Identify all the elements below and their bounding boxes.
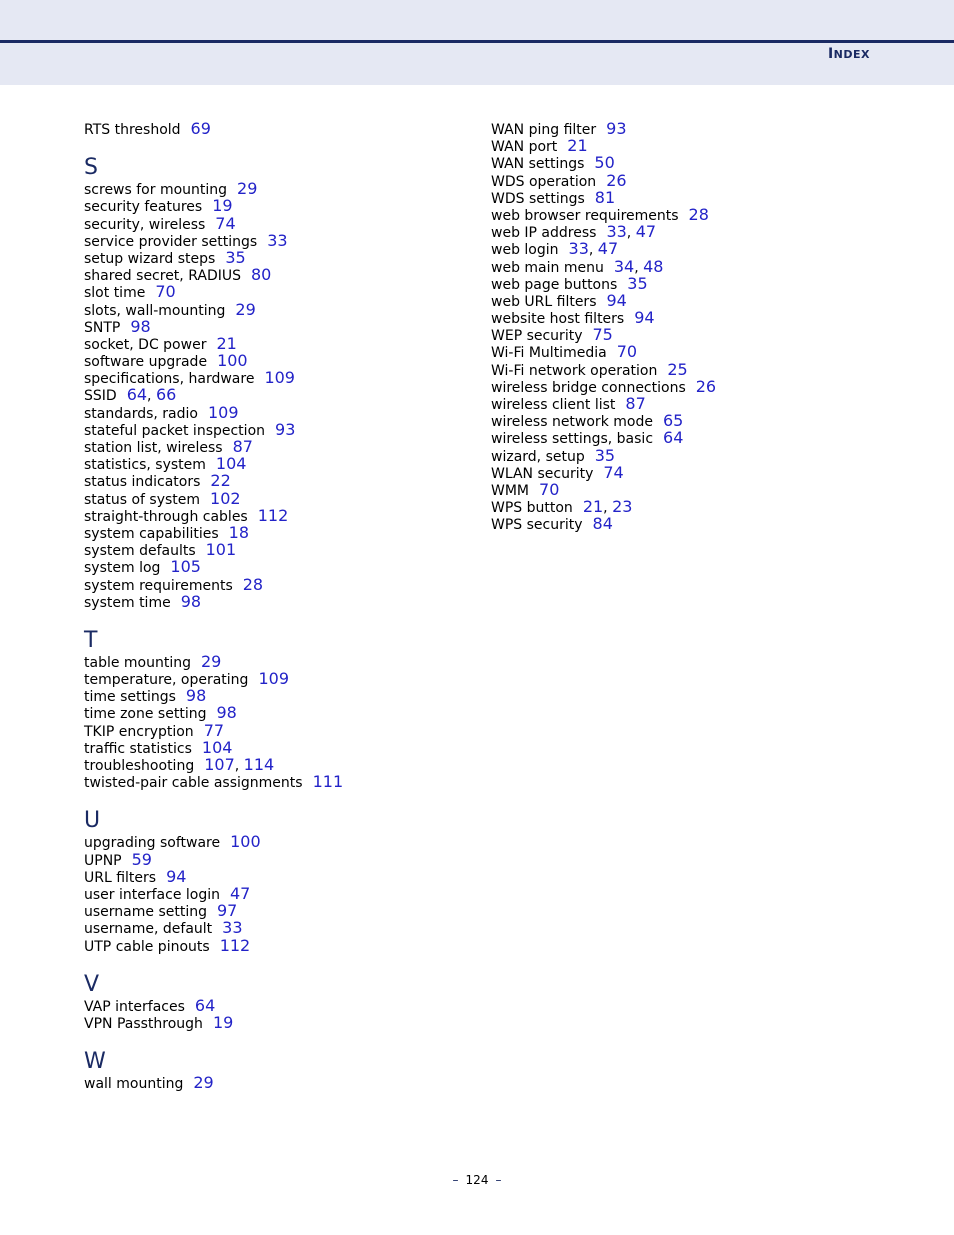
index-term: setup wizard steps: [84, 250, 216, 267]
index-entry: [84, 653, 484, 670]
index-page-refs: [126, 385, 177, 405]
index-entry: [84, 266, 484, 283]
page-link[interactable]: 59: [131, 849, 152, 869]
page-footer: – 124 –: [452, 1173, 502, 1187]
index-term: time settings: [84, 689, 176, 706]
index-entry: [84, 472, 484, 489]
page-link[interactable]: 112: [257, 505, 289, 525]
index-entry: [84, 919, 484, 936]
index-term: station list, wireless: [84, 440, 223, 456]
index-entry: [84, 438, 484, 455]
header-rule: [0, 40, 954, 43]
index-term: system defaults: [84, 543, 196, 560]
index-entry: [84, 541, 484, 558]
index-page-refs: [264, 368, 295, 388]
page-link[interactable]: 19: [212, 1012, 234, 1032]
index-entry: [491, 343, 891, 360]
page-link[interactable]: 21: [567, 136, 588, 156]
index-entry: [84, 421, 484, 438]
index-term: screws for mounting: [84, 182, 228, 199]
index-term: wireless network mode: [491, 414, 653, 431]
index-term: WDS operation: [491, 173, 597, 190]
page-link[interactable]: 100: [217, 351, 248, 371]
index-entry: [491, 189, 891, 206]
index-letter-heading: V: [84, 971, 100, 997]
page-link[interactable]: 69: [190, 119, 211, 138]
page-link[interactable]: 66: [155, 385, 177, 405]
page-link[interactable]: 98: [180, 591, 202, 611]
page-link[interactable]: 98: [185, 686, 207, 706]
index-page-refs: [219, 935, 251, 955]
index-entry: [491, 223, 891, 240]
page-link[interactable]: 64: [663, 428, 684, 448]
index-term: WPS button: [491, 500, 573, 517]
index-term: slot time: [84, 285, 146, 302]
index-page-refs: [567, 136, 588, 156]
index-letter-heading: U: [84, 808, 101, 834]
index-entry: [491, 378, 891, 395]
index-term: traffic statistics: [84, 740, 192, 757]
index-entry: [84, 180, 484, 197]
index-page-refs: [207, 402, 239, 422]
index-term: system log: [84, 560, 161, 577]
index-term: user interface login: [84, 886, 220, 903]
index-entry: [84, 232, 484, 249]
page-link[interactable]: 98: [216, 703, 237, 723]
index-page-refs: [230, 832, 261, 852]
page-link[interactable]: 109: [258, 669, 289, 689]
index-page-refs: [539, 479, 560, 499]
page-link[interactable]: 29: [237, 179, 258, 199]
page-link[interactable]: 29: [193, 1073, 214, 1093]
page-link[interactable]: 65: [662, 411, 684, 431]
index-term: specifications, hardware: [84, 371, 255, 388]
index-term: web browser requirements: [491, 207, 679, 224]
index-page-refs: [250, 265, 272, 285]
index-page-refs: [312, 772, 344, 792]
page-link[interactable]: 81: [594, 187, 616, 207]
index-entry: [491, 258, 891, 275]
index-entry: [491, 498, 891, 515]
index-page-refs: [225, 247, 246, 267]
index-page-refs: [606, 290, 627, 310]
page-link[interactable]: 47: [229, 883, 251, 903]
page-link[interactable]: 75: [592, 325, 613, 345]
index-entry: [84, 902, 484, 919]
index-term: VAP interfaces: [84, 998, 185, 1015]
index-page-refs: [603, 462, 624, 482]
index-letter-heading: T: [84, 627, 98, 653]
index-page-refs: [237, 179, 258, 199]
index-term: Wi-Fi network operation: [491, 362, 658, 379]
index-term: security features: [84, 199, 203, 216]
index-term: web login: [491, 242, 559, 259]
index-page-refs: [190, 119, 211, 138]
page-link[interactable]: 26: [606, 170, 627, 190]
index-term: WDS settings: [491, 190, 585, 207]
index-entry: [84, 318, 484, 335]
index-page-refs: [185, 686, 207, 706]
index-entry: [84, 670, 484, 687]
index-page-refs: [212, 1012, 234, 1032]
index-entry: [491, 120, 891, 137]
index-page-refs: [625, 394, 646, 413]
page-link[interactable]: 74: [603, 462, 624, 482]
page-link[interactable]: 70: [616, 342, 638, 362]
page-link[interactable]: 100: [230, 832, 261, 852]
page-link[interactable]: 105: [170, 557, 201, 577]
page-link[interactable]: 77: [203, 720, 225, 740]
index-term: WAN port: [491, 139, 558, 156]
index-entry: [491, 361, 891, 378]
index-term: system requirements: [84, 577, 233, 594]
index-entry: [491, 172, 891, 189]
index-page-refs: [594, 187, 616, 207]
page-link[interactable]: 94: [166, 866, 187, 886]
index-term: twisted-pair cable assignments: [84, 775, 303, 792]
page-link[interactable]: 93: [275, 419, 296, 439]
index-term: Wi-Fi Multimedia: [491, 345, 607, 362]
index-term: URL filters: [84, 869, 157, 886]
index-entry: [491, 206, 891, 223]
page-link[interactable]: 80: [250, 265, 272, 285]
index-term: shared secret, RADIUS: [84, 268, 241, 285]
page-link[interactable]: 23: [612, 497, 633, 517]
index-term: wizard, setup: [491, 448, 585, 465]
page-link[interactable]: 114: [243, 755, 275, 774]
index-entry: [84, 283, 484, 300]
index-letter-heading: S: [84, 155, 98, 181]
page-link[interactable]: 111: [312, 772, 344, 792]
index-entry: [491, 154, 891, 171]
index-term: socket, DC power: [84, 336, 207, 353]
page-link[interactable]: 94: [634, 308, 655, 328]
page-link[interactable]: 34: [613, 256, 635, 276]
index-page-refs: [257, 505, 289, 525]
index-page-refs: [606, 119, 627, 138]
index-term: VPN Passthrough: [84, 1015, 203, 1032]
page-link[interactable]: 19: [212, 196, 233, 216]
index-term: WAN settings: [491, 156, 585, 173]
page-link[interactable]: 47: [635, 222, 657, 242]
index-column-left: [84, 120, 484, 1091]
index-page-refs: [205, 540, 237, 560]
index-page-refs: [215, 213, 236, 233]
index-term: web URL filters: [491, 293, 597, 310]
index-page-refs: [663, 428, 684, 448]
index-column-right: [491, 120, 891, 533]
index-term: upgrading software: [84, 835, 221, 852]
index-page-refs: [210, 488, 241, 508]
index-page-refs: [170, 557, 201, 577]
index-entry: [84, 739, 484, 756]
index-page-refs: [616, 342, 638, 362]
page-link[interactable]: 101: [205, 540, 237, 560]
index-term: straight-through cables: [84, 508, 248, 525]
index-entry: [491, 309, 891, 326]
index-entry: [84, 507, 484, 524]
index-entry: [84, 404, 484, 421]
index-entry: [84, 1014, 484, 1031]
page-link[interactable]: 35: [225, 247, 246, 267]
index-term: status indicators: [84, 474, 201, 491]
page-link[interactable]: 25: [667, 359, 688, 379]
index-page-refs: [193, 1073, 214, 1093]
index-entry: [84, 997, 484, 1014]
page-number: 124: [465, 1173, 489, 1187]
index-entry: [84, 301, 484, 318]
page-link[interactable]: 21: [216, 333, 237, 353]
index-page-refs: [217, 351, 248, 371]
index-entry: [84, 851, 484, 868]
index-term: wireless bridge connections: [491, 379, 686, 396]
index-page-refs: [180, 591, 202, 611]
page-link[interactable]: 22: [210, 471, 231, 491]
index-term: web IP address: [491, 225, 597, 242]
index-term: web page buttons: [491, 276, 618, 293]
index-entry: [84, 352, 484, 369]
index-term: TKIP encryption: [84, 723, 194, 740]
index-entry: [84, 687, 484, 704]
index-page-refs: [242, 574, 264, 594]
page-link[interactable]: 87: [232, 437, 253, 456]
index-entry: [84, 249, 484, 266]
index-page-refs: [130, 316, 151, 336]
index-term: statistics, system: [84, 457, 206, 474]
page-link[interactable]: 112: [219, 935, 251, 955]
index-page-refs: [592, 514, 613, 534]
page-link[interactable]: 29: [201, 651, 222, 671]
index-page-refs: [166, 866, 187, 886]
index-page-refs: [592, 325, 613, 345]
page-link[interactable]: 29: [235, 299, 256, 319]
index-term: WMM: [491, 482, 530, 499]
page-link[interactable]: 64: [126, 385, 148, 405]
index-entry: [84, 524, 484, 541]
index-page-refs: [667, 359, 688, 379]
index-term: wireless settings, basic: [491, 431, 654, 448]
index-entry: [491, 464, 891, 481]
index-term: time zone setting: [84, 706, 207, 723]
page-separator: ,: [626, 225, 636, 242]
index-page-refs: [258, 669, 289, 689]
index-term: status of system: [84, 491, 201, 508]
page-link[interactable]: 48: [643, 256, 664, 276]
index-term: username setting: [84, 904, 207, 921]
index-entry: [491, 240, 891, 257]
index-page-refs: [201, 651, 222, 671]
index-page-refs: [235, 299, 256, 319]
index-entry: [84, 722, 484, 739]
index-term: service provider settings: [84, 233, 258, 250]
index-entry: [491, 275, 891, 292]
index-entry: [84, 558, 484, 575]
page-link[interactable]: 33: [267, 230, 288, 250]
page-link[interactable]: 28: [688, 204, 709, 224]
index-entry: [84, 937, 484, 954]
index-term: wall mounting: [84, 1076, 184, 1093]
page-link[interactable]: 26: [695, 376, 717, 396]
index-term: security, wireless: [84, 216, 206, 233]
page-separator: ,: [147, 388, 156, 405]
index-entry: [84, 773, 484, 790]
index-entry: [491, 481, 891, 498]
index-page-refs: [204, 755, 275, 774]
page-link[interactable]: 107: [204, 755, 235, 774]
index-page-refs: [131, 849, 152, 869]
index-term: software upgrade: [84, 354, 208, 371]
index-term: UTP cable pinouts: [84, 938, 210, 955]
page-title: INDEX: [827, 46, 870, 62]
page-link[interactable]: 94: [606, 290, 627, 310]
index-term: system time: [84, 594, 171, 611]
index-entry: [491, 412, 891, 429]
page-link[interactable]: 109: [207, 402, 239, 422]
page-link[interactable]: 50: [594, 153, 615, 173]
index-entry: [84, 197, 484, 214]
index-page-refs: [695, 376, 717, 396]
page-separator: ,: [603, 500, 613, 517]
index-term: RTS threshold: [84, 122, 181, 138]
index-term: WAN ping filter: [491, 122, 597, 138]
index-entry: [84, 704, 484, 721]
index-letter-heading: W: [84, 1049, 106, 1075]
index-term: SSID: [84, 388, 117, 405]
index-page-refs: [568, 239, 619, 259]
index-term: WLAN security: [491, 465, 594, 482]
index-term: SNTP: [84, 319, 121, 336]
index-term: wireless client list: [491, 397, 616, 413]
index-entry: [491, 429, 891, 446]
page-link[interactable]: 35: [627, 273, 648, 293]
index-page-refs: [155, 282, 176, 302]
index-entry: [84, 120, 484, 137]
page-link[interactable]: 104: [215, 454, 247, 474]
page-link[interactable]: 33: [222, 918, 243, 938]
page-link[interactable]: 98: [130, 316, 151, 336]
index-page-refs: [688, 204, 709, 224]
page-separator: ,: [234, 758, 244, 774]
page-link[interactable]: 84: [592, 514, 613, 534]
page-link[interactable]: 33: [568, 239, 589, 259]
index-term: table mounting: [84, 654, 191, 671]
index-entry: [84, 868, 484, 885]
index-entry: [491, 292, 891, 309]
index-page-refs: [634, 308, 655, 328]
index-entry: [84, 455, 484, 472]
index-entry: [84, 593, 484, 610]
index-term: website host filters: [491, 311, 625, 328]
index-entry: [84, 1074, 484, 1091]
page-separator: ,: [634, 259, 644, 276]
index-entry: [491, 515, 891, 532]
page-link[interactable]: 109: [264, 368, 295, 388]
index-entry: [84, 386, 484, 403]
index-term: stateful packet inspection: [84, 422, 266, 439]
index-term: troubleshooting: [84, 758, 195, 774]
page-link[interactable]: 104: [201, 737, 233, 757]
page-link[interactable]: 93: [606, 119, 627, 138]
index-entry: [84, 490, 484, 507]
page-link[interactable]: 33: [606, 222, 627, 242]
page-link[interactable]: 97: [216, 901, 238, 921]
page-link[interactable]: 18: [228, 522, 250, 542]
index-entry: [84, 885, 484, 902]
index-page-refs: [267, 230, 288, 250]
page-separator: ,: [588, 242, 598, 259]
index-term: WEP security: [491, 328, 583, 345]
index-term: slots, wall-mounting: [84, 302, 226, 319]
index-term: standards, radio: [84, 405, 198, 422]
page-link[interactable]: 87: [625, 394, 646, 413]
index-entry: [84, 335, 484, 352]
index-entry: [491, 447, 891, 464]
index-term: WPS security: [491, 517, 583, 534]
page-link[interactable]: 28: [242, 574, 264, 594]
page-link[interactable]: 74: [215, 213, 236, 233]
index-term: system capabilities: [84, 525, 219, 542]
page-link[interactable]: 35: [594, 445, 616, 465]
page-link[interactable]: 70: [155, 282, 176, 302]
page-link[interactable]: 64: [194, 995, 216, 1015]
index-entry: [84, 369, 484, 386]
index-page-refs: [627, 273, 648, 293]
index-term: username, default: [84, 921, 213, 938]
index-entry: [84, 756, 484, 773]
index-entry: [84, 833, 484, 850]
index-term: web main menu: [491, 259, 604, 276]
index-entry: [84, 215, 484, 232]
index-entry: [491, 395, 891, 412]
index-term: UPNP: [84, 852, 122, 869]
page-link[interactable]: 21: [582, 497, 604, 517]
index-entry: [84, 576, 484, 593]
page-link[interactable]: 102: [210, 488, 241, 508]
index-entry: [491, 326, 891, 343]
page-link[interactable]: 47: [597, 239, 619, 259]
index-page-refs: [275, 419, 296, 439]
page-link[interactable]: 70: [539, 479, 560, 499]
index-term: temperature, operating: [84, 672, 249, 689]
index-entry: [491, 137, 891, 154]
